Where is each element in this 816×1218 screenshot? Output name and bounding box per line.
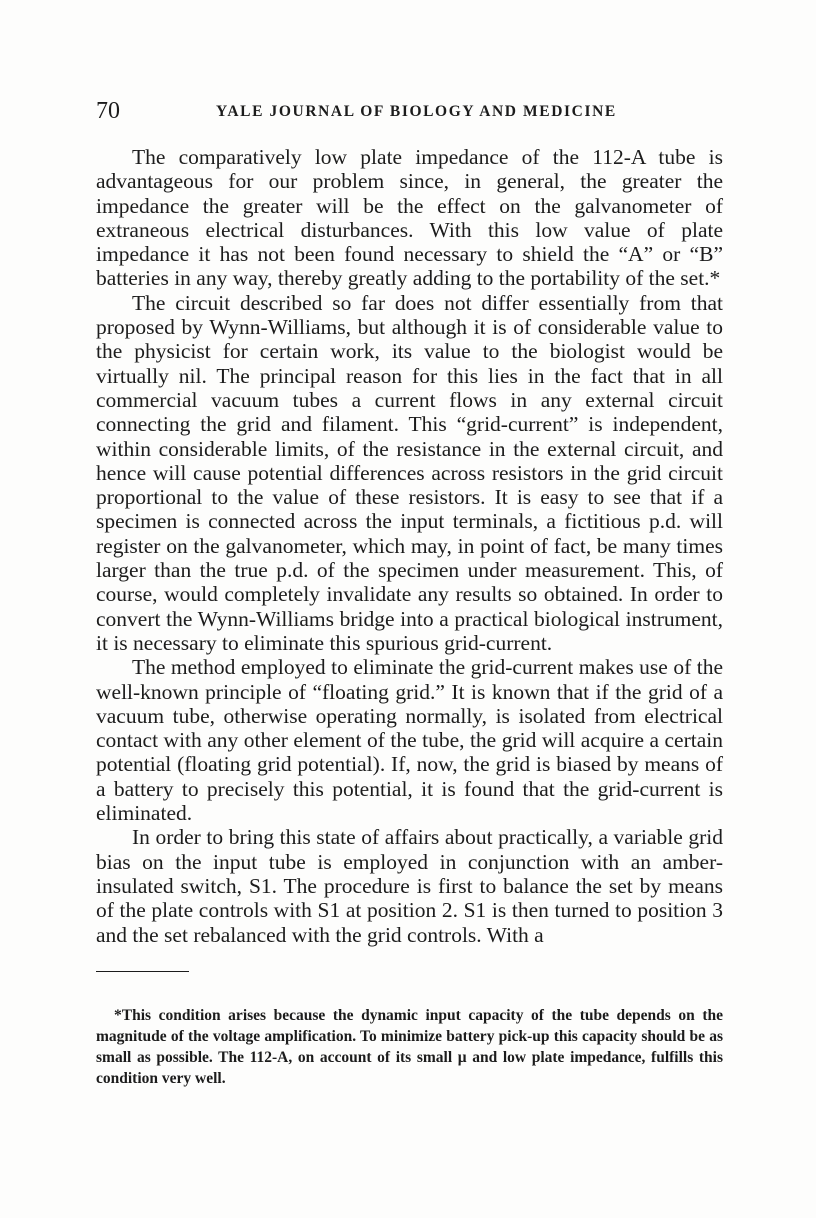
paragraph-plate-impedance: The comparatively low plate impedance of the 112-A tube is advantageous for our problem since, in general, the greater the impedance the greater will be the effect on the galvanometer of extraneous electrical disturbances. With this low value of plate impedance it has not been found necessary to shield the “A” or “B” batteries in any way, thereby greatly adding to the portability of the set.* [96, 145, 723, 291]
footnote-divider [96, 971, 189, 972]
page-number: 70 [96, 98, 120, 124]
body-text [96, 145, 723, 947]
footnote: *This condition arises because the dynamic input capacity of the tube depends on the magnitude of the voltage amplification. To minimize battery pick-up this capacity should be as small as possible. The 112-A, on account of its small μ and low plate impedance, fulfills this condition very well. [96, 1006, 723, 1087]
running-head-journal-title: YALE JOURNAL OF BIOLOGY AND MEDICINE [216, 103, 617, 120]
paragraph-grid-bias-procedure: In order to bring this state of affairs about practically, a variable grid bias on the input tube is employed in conjunction with an amber-insulated switch, S1. The procedure is first to balance the set by means of the plate controls with S1 at position 2. S1 is then turned to position 3 and the set rebalanced with the grid controls. With a [96, 825, 723, 947]
paragraph-grid-current: The circuit described so far does not differ essentially from that proposed by Wynn-Williams, but although it is of considerable value to the physicist for certain work, its value to the biologist would be virtually nil. The principal reason for this lies in the fact that in all commercial vacuum tubes a current flows in any external circuit connecting the grid and filament. This “grid-current” is independent, within considerable limits, of the resistance in the external circuit, and hence will cause potential differences across resistors in the grid circuit proportional to the value of these resistors. It is easy to see that if a specimen is connected across the input terminals, a fictitious p.d. will register on the galvanometer, which may, in point of fact, be many times larger than the true p.d. of the specimen under measurement. This, of course, would completely invalidate any results so obtained. In order to convert the Wynn-Williams bridge into a practical biological instrument, it is necessary to eliminate this spurious grid-current. [96, 290, 723, 655]
paragraph-floating-grid: The method employed to eliminate the grid-current makes use of the well-known principle of “floating grid.” It is known that if the grid of a vacuum tube, otherwise operating normally, is isolated from electrical contact with any other element of the tube, the grid will acquire a certain potential (floating grid potential). If, now, the grid is biased by means of a battery to precisely this potential, it is found that the grid-current is eliminated. [96, 655, 723, 826]
page-header [96, 96, 726, 126]
